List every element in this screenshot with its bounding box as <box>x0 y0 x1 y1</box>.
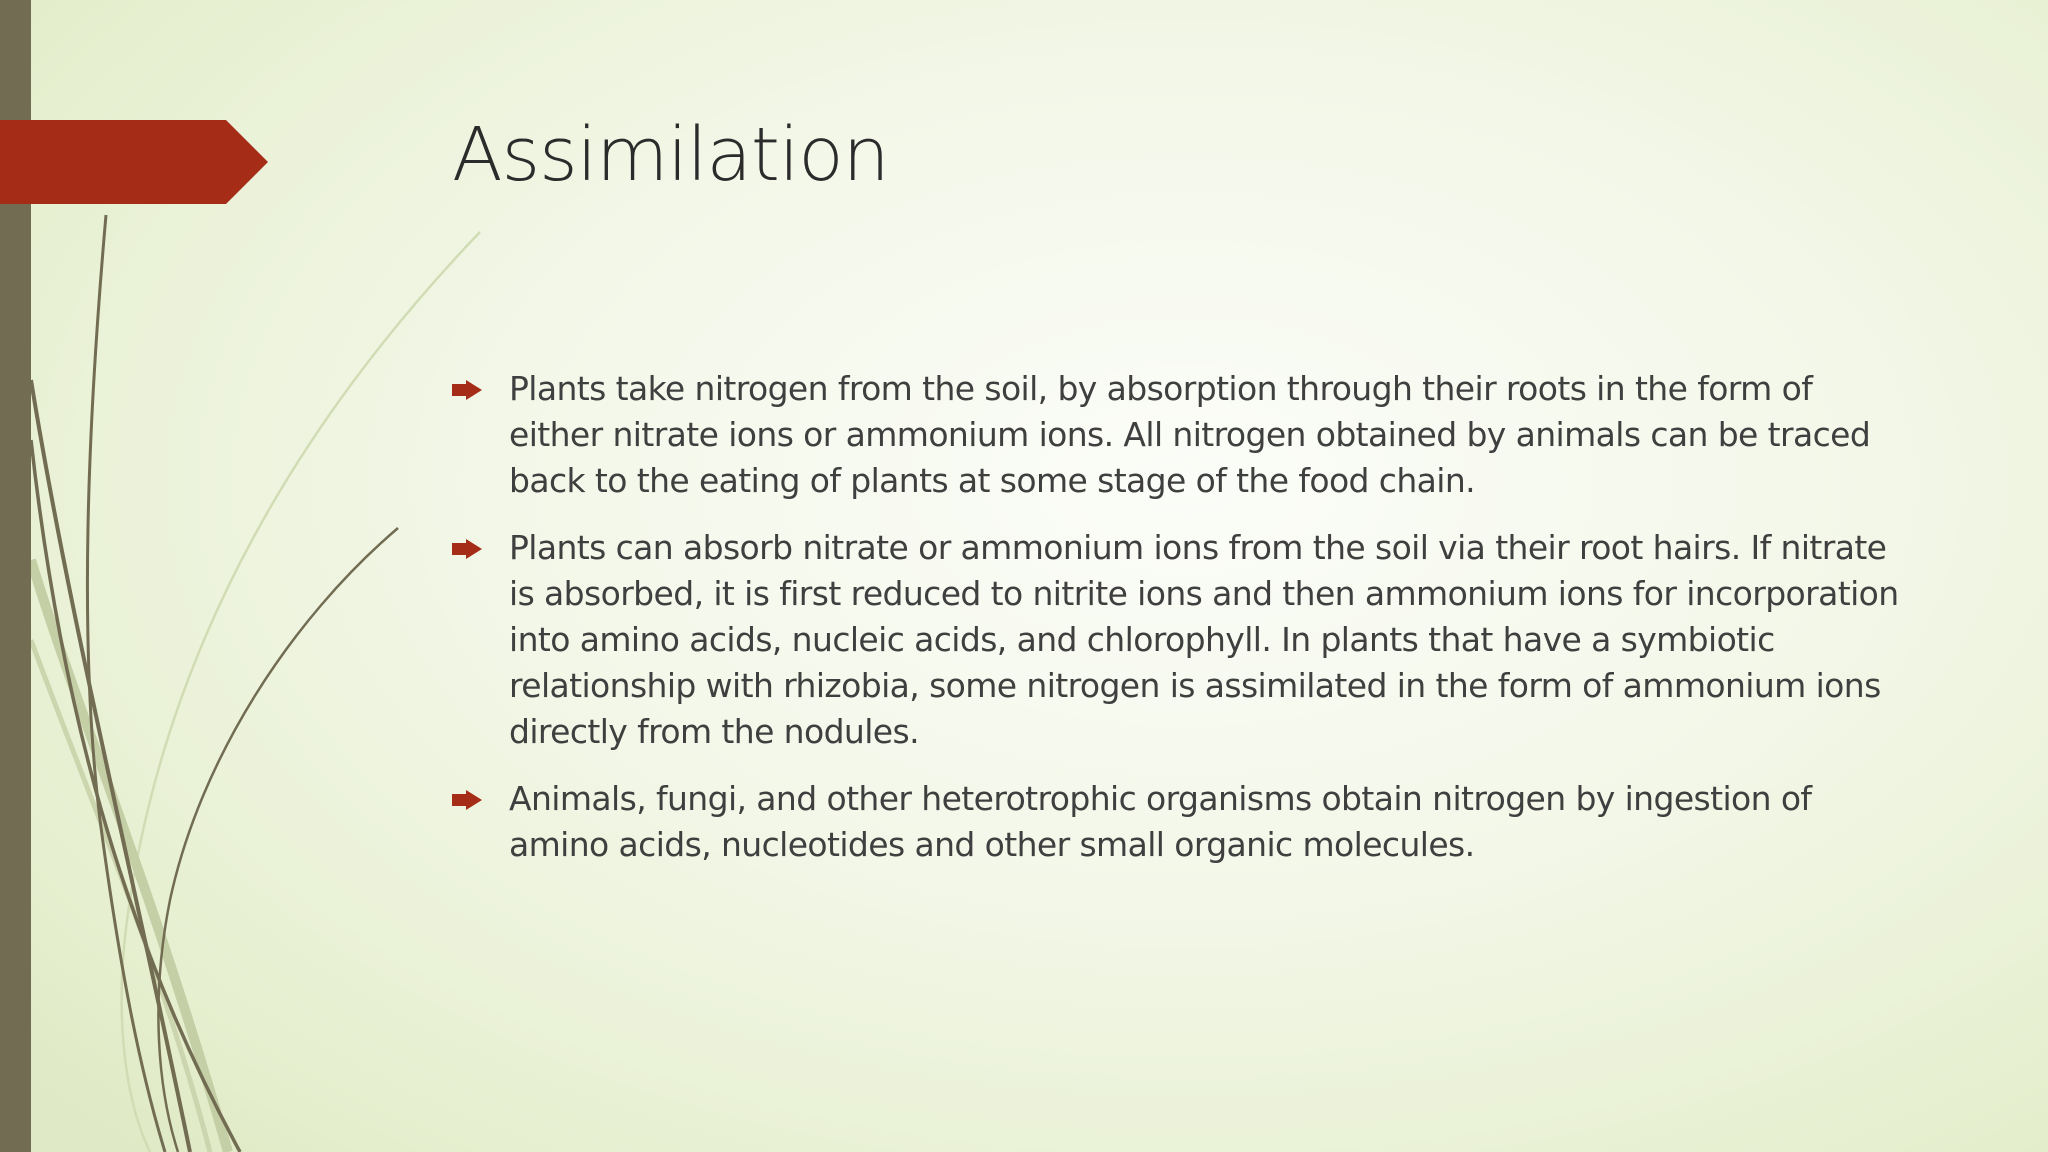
bullet-item <box>452 776 1912 868</box>
bullet-list <box>452 366 1912 889</box>
slide-title: Assimilation <box>452 112 889 198</box>
bullet-item <box>452 525 1912 755</box>
arrow-right-icon <box>452 790 482 810</box>
bullet-text: Animals, fungi, and other heterotrophic organisms obtain nitrogen by ingestion of amino acids, nucleotides and other small organic molecules. <box>509 779 1812 864</box>
bullet-text: Plants take nitrogen from the soil, by absorption through their roots in the form of either nitrate ions or ammonium ions. All nitrogen obtained by animals can be traced back to the eating of plants at some stage of the food chain. <box>509 369 1871 500</box>
arrow-right-icon <box>452 539 482 559</box>
bullet-item <box>452 366 1912 504</box>
title-arrow-tab <box>0 120 268 204</box>
bullet-text: Plants can absorb nitrate or ammonium ions from the soil via their root hairs. If nitrate is absorbed, it is first reduced to nitrite ions and then ammonium ions for incorporation into amino acids, nucleic acids, and chlorophyll. In plants that have a symbiotic relationship with rhizobia, some nitrogen is assimilated in the form of ammonium ions directly from the nodules. <box>509 528 1899 751</box>
arrow-right-icon <box>452 380 482 400</box>
